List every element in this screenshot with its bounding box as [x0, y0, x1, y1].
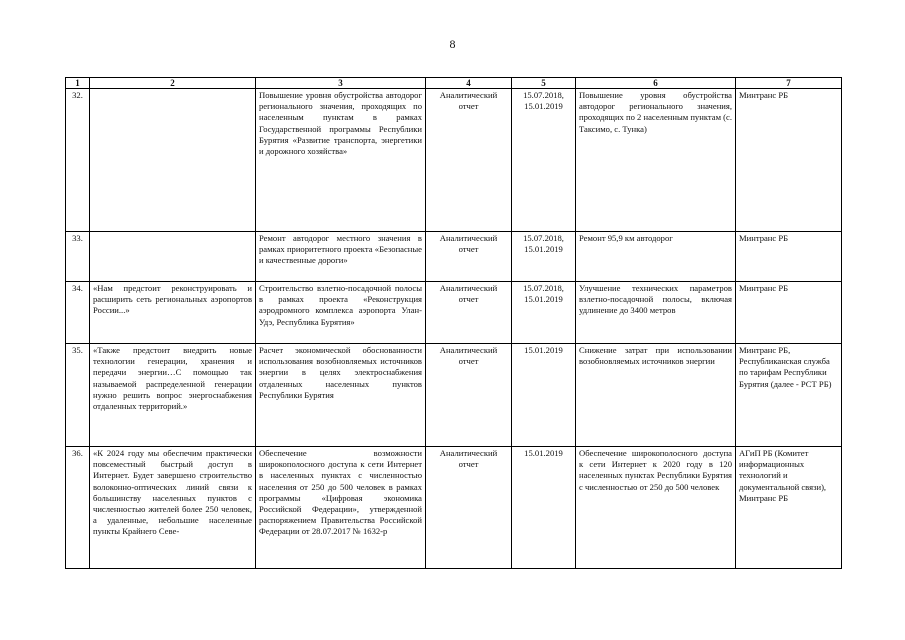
quote-cell: [90, 232, 256, 282]
measure-cell: Ремонт автодорог местного значения в рамках приоритетного проекта «Безопасные и качественные дороги»: [256, 232, 426, 282]
measures-table: [65, 77, 842, 569]
responsible-cell: Минтранс РБ: [736, 89, 842, 232]
measure-cell: Повышение уровня обустройства автодорог регионального значения, проходящих по населенным пунктам в рамках Государственной программы Республики Бурятия «Развитие транспорта, энергетики и дорожного хозяйства»: [256, 89, 426, 232]
form-cell: Аналитический отчет: [426, 282, 512, 344]
column-header: 4: [426, 78, 512, 89]
row-number: 33.: [66, 232, 90, 282]
column-header: 2: [90, 78, 256, 89]
table-row: [66, 282, 842, 344]
column-header: 5: [512, 78, 576, 89]
result-cell: Повышение уровня обустройства автодорог регионального значения, проходящих по 2 населенным пунктам (с. Таксимо, с. Тунка): [576, 89, 736, 232]
column-header: 6: [576, 78, 736, 89]
row-number: 35.: [66, 344, 90, 447]
table-row: [66, 344, 842, 447]
responsible-cell: Минтранс РБ: [736, 282, 842, 344]
result-cell: Ремонт 95,9 км автодорог: [576, 232, 736, 282]
form-cell: Аналитический отчет: [426, 232, 512, 282]
column-header: 7: [736, 78, 842, 89]
column-header: 3: [256, 78, 426, 89]
dates-cell: 15.01.2019: [512, 447, 576, 569]
responsible-cell: Минтранс РБ, Республиканская служба по тарифам Республики Бурятия (далее - РСТ РБ): [736, 344, 842, 447]
quote-cell: «К 2024 году мы обеспечим практически повсеместный быстрый доступ в Интернет. Будет завершено строительство волоконно-оптических линий связи к большинству населенных пунктов с численностью жителей более 250 человек, а удаленные, небольшие населенные пункты Крайнего Севе-: [90, 447, 256, 569]
dates-cell: 15.07.2018, 15.01.2019: [512, 89, 576, 232]
row-number: 32.: [66, 89, 90, 232]
responsible-cell: АГиП РБ (Комитет информационных технологий и документальной связи), Минтранс РБ: [736, 447, 842, 569]
row-number: 36.: [66, 447, 90, 569]
dates-cell: 15.07.2018, 15.01.2019: [512, 232, 576, 282]
table-row: [66, 89, 842, 232]
dates-cell: 15.07.2018, 15.01.2019: [512, 282, 576, 344]
dates-cell: 15.01.2019: [512, 344, 576, 447]
quote-cell: «Нам предстоит реконструировать и расширить сеть региональных аэропортов России...»: [90, 282, 256, 344]
table-row: [66, 232, 842, 282]
page-number: 8: [449, 37, 456, 51]
result-cell: Улучшение технических параметров взлетно-посадочной полосы, включая удлинение до 3400 метров: [576, 282, 736, 344]
form-cell: Аналитический отчет: [426, 447, 512, 569]
form-cell: Аналитический отчет: [426, 344, 512, 447]
quote-cell: [90, 89, 256, 232]
form-cell: Аналитический отчет: [426, 89, 512, 232]
result-cell: Снижение затрат при использовании возобновляемых источников энергии: [576, 344, 736, 447]
header-row: [66, 78, 842, 89]
row-number: 34.: [66, 282, 90, 344]
table-row: [66, 447, 842, 569]
measure-cell: Расчет экономической обоснованности использования возобновляемых источников энергии в целях электроснабжения отдаленных населенных пунктов Республики Бурятия: [256, 344, 426, 447]
measure-cell: Строительство взлетно-посадочной полосы в рамках проекта «Реконструкция аэродромного комплекса аэропорта Улан-Удэ, Республика Бурятия»: [256, 282, 426, 344]
measure-cell: Обеспечение возможности широкополосного доступа к сети Интернет в населенных пунктах с численностью населения от 250 до 500 человек в рамках программы «Цифровая экономика Российской Федерации», утвержденной распоряжением Правительства Российской Федерации от 28.07.2017 № 1632-р: [256, 447, 426, 569]
quote-cell: «Также предстоит внедрить новые технологии генерации, хранения и передачи энергии…С помощью так называемой распределенной генерации нужно решить вопрос энергоснабжения отдаленных территорий.»: [90, 344, 256, 447]
responsible-cell: Минтранс РБ: [736, 232, 842, 282]
column-header: 1: [66, 78, 90, 89]
result-cell: Обеспечение широкополосного доступа к сети Интернет к 2020 году в 120 населенных пунктах Республики Бурятия с численностью от 250 до 500 человек: [576, 447, 736, 569]
